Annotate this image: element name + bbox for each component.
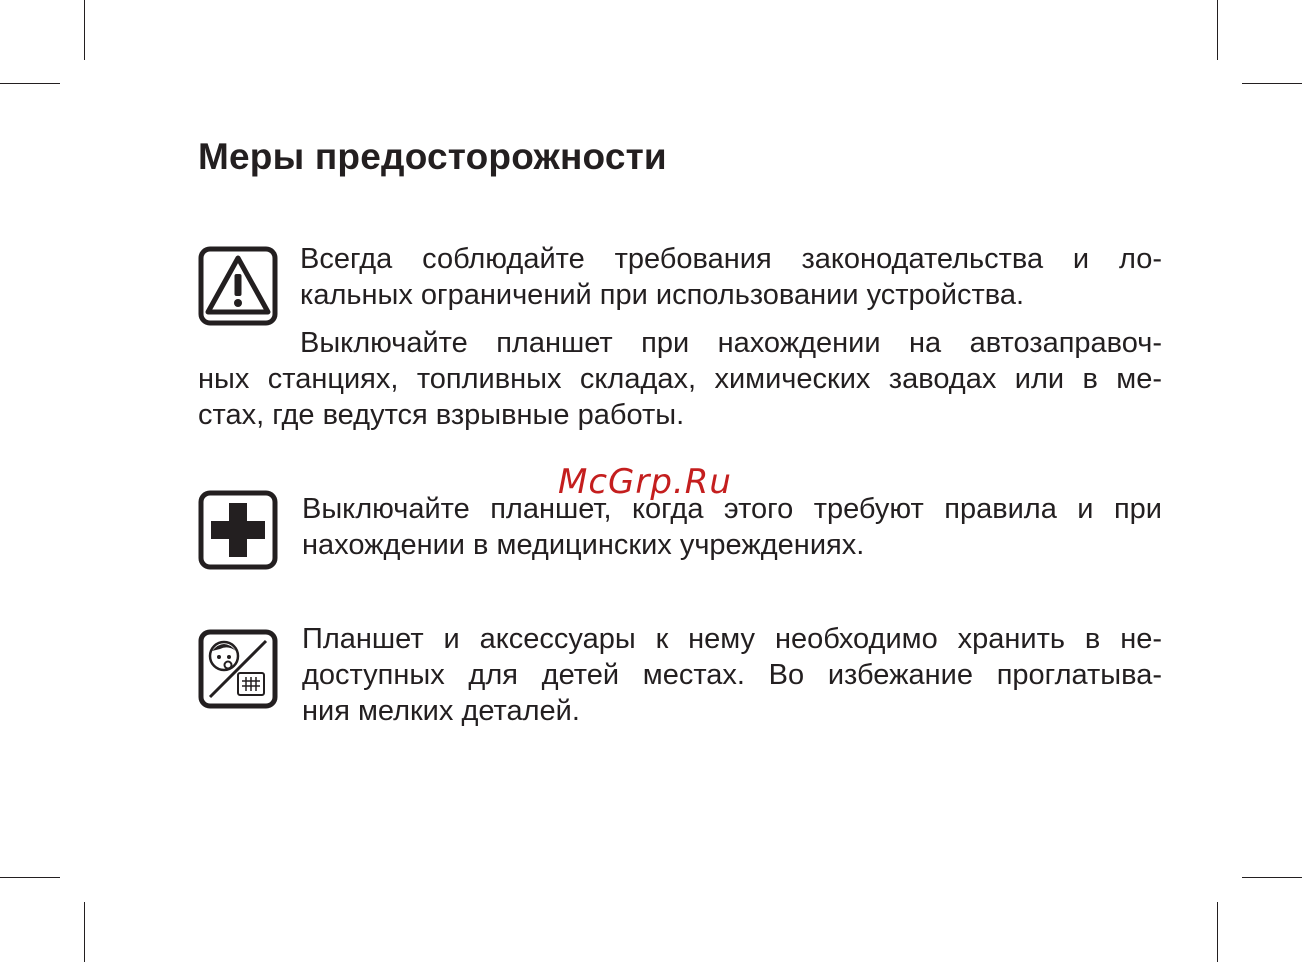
section-2-line-2: нахождении в медицинских учреждениях. bbox=[302, 529, 865, 561]
page-title: Меры предосторожности bbox=[198, 136, 667, 177]
section-3-line-2: доступных для детей местах. Во избежание проглатыва- bbox=[302, 659, 1162, 691]
section-1-line-2: кальных ограничений при использовании устройства. bbox=[300, 279, 1025, 311]
section-2-line-1: Выключайте планшет, когда этого требуют правила и при bbox=[302, 493, 1162, 525]
section-1-line-4: ных станциях, топливных складах, химических заводах или в ме- bbox=[198, 363, 1162, 395]
crop-mark-top-left-horizontal bbox=[0, 83, 60, 84]
section-3-paragraph bbox=[302, 621, 1162, 729]
section-1-line-1: Всегда соблюдайте требования законодательства и ло- bbox=[300, 243, 1162, 275]
section-3-line-1: Планшет и аксессуары к нему необходимо хранить в не- bbox=[302, 623, 1162, 655]
warning-triangle-icon bbox=[198, 246, 278, 326]
section-1-paragraph-a bbox=[300, 241, 1162, 313]
section-2-paragraph bbox=[302, 491, 1162, 563]
crop-mark-bottom-right-vertical bbox=[1217, 902, 1218, 962]
section-1-line-5: стах, где ведутся взрывные работы. bbox=[198, 399, 685, 431]
crop-mark-top-right-vertical bbox=[1217, 0, 1218, 60]
section-3-line-3: ния мелких деталей. bbox=[302, 695, 580, 727]
crop-mark-top-right-horizontal bbox=[1242, 83, 1302, 84]
crop-mark-bottom-left-horizontal bbox=[0, 877, 60, 878]
crop-mark-bottom-left-vertical bbox=[84, 902, 85, 962]
section-1-line-3: Выключайте планшет при нахождении на автозаправоч- bbox=[300, 327, 1162, 359]
medical-cross-icon bbox=[198, 490, 278, 570]
crop-mark-top-left-vertical bbox=[84, 0, 85, 60]
keep-away-from-children-icon bbox=[198, 629, 278, 709]
watermark: McGrp.Ru bbox=[558, 462, 732, 502]
crop-mark-bottom-right-horizontal bbox=[1242, 877, 1302, 878]
section-1-paragraph-b bbox=[198, 325, 1162, 433]
